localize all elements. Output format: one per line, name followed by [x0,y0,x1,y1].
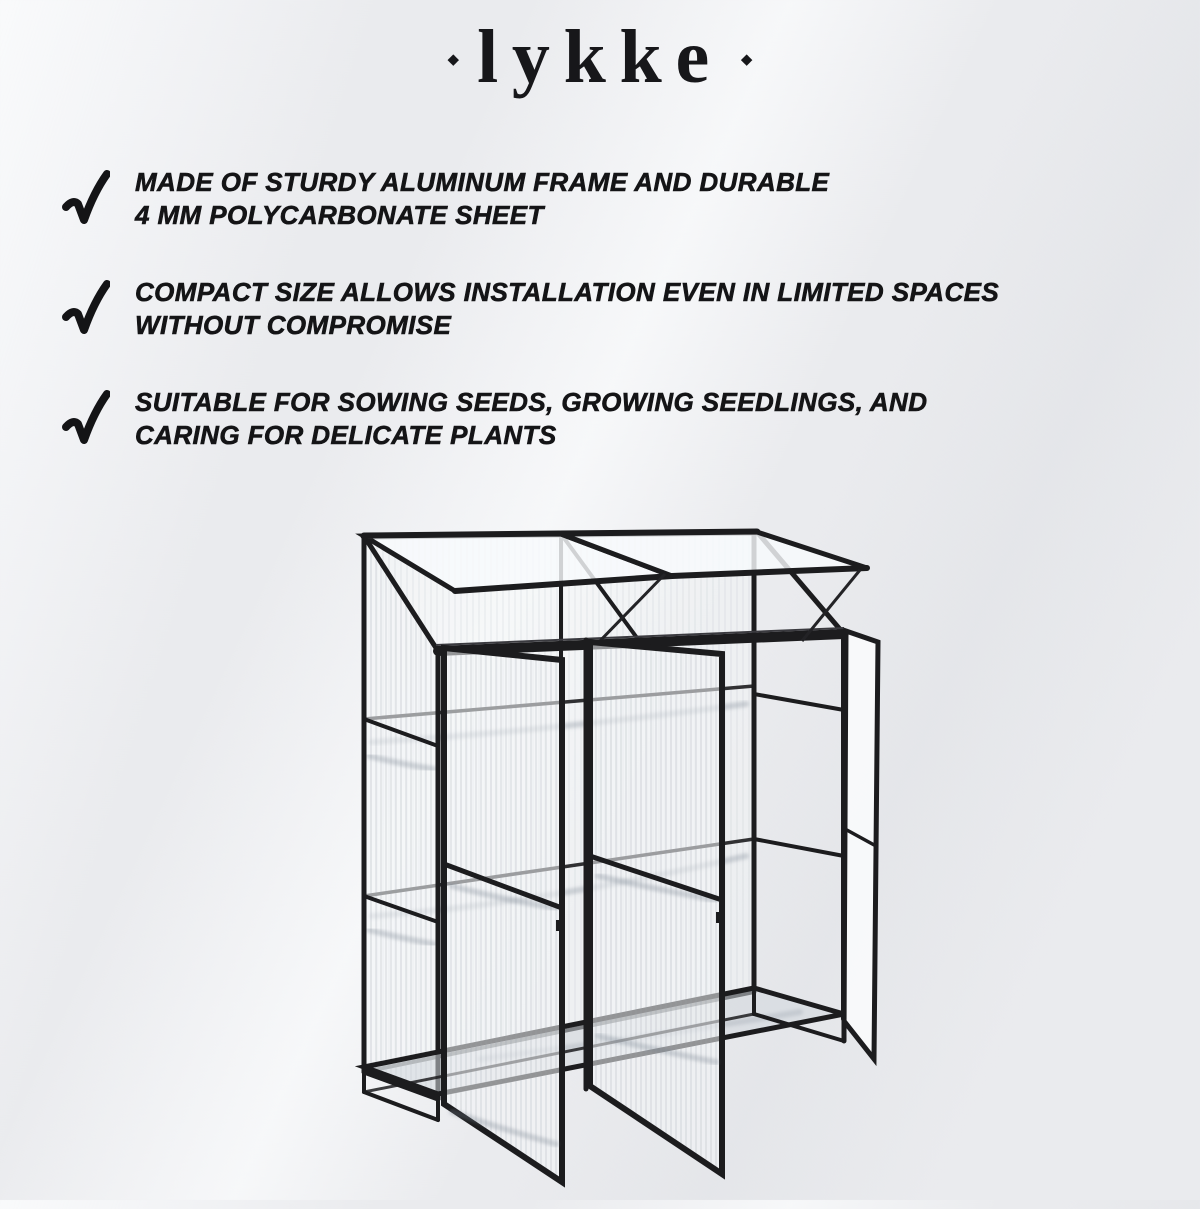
feature-text [135,276,999,342]
feature-item-use-cases [62,386,999,452]
feature-line: CARING FOR DELICATE PLANTS [135,420,557,450]
feature-line: SUITABLE FOR SOWING SEEDS, GROWING SEEDLINGS, AND [135,387,928,417]
feature-item-compact-size [62,276,999,342]
brand-logo-text: lykke [477,15,723,99]
check-icon [62,169,110,229]
feature-text [135,386,927,452]
greenhouse-front-door-left [441,648,562,1182]
feature-text [135,166,829,232]
logo-diamond-right-icon: ◆ [740,51,753,69]
door-latch [556,920,561,931]
feature-item-material [62,166,999,232]
feature-list [62,166,999,452]
brand-logo [0,16,1200,103]
feature-line: MADE OF STURDY ALUMINUM FRAME AND DURABLE [135,167,830,197]
door-latch [716,912,721,923]
feature-line: COMPACT SIZE ALLOWS INSTALLATION EVEN IN LIMITED SPACES [135,277,1000,307]
feature-line: WITHOUT COMPROMISE [135,310,452,340]
greenhouse-front-door-right [587,642,722,1174]
feature-line: 4 MM POLYCARBONATE SHEET [135,200,544,230]
greenhouse-drawing [340,514,920,1204]
check-icon [62,279,110,339]
product-image-greenhouse [340,514,920,1204]
check-icon [62,389,110,449]
logo-diamond-left-icon: ◆ [447,51,460,69]
greenhouse-side-door [844,631,878,1059]
